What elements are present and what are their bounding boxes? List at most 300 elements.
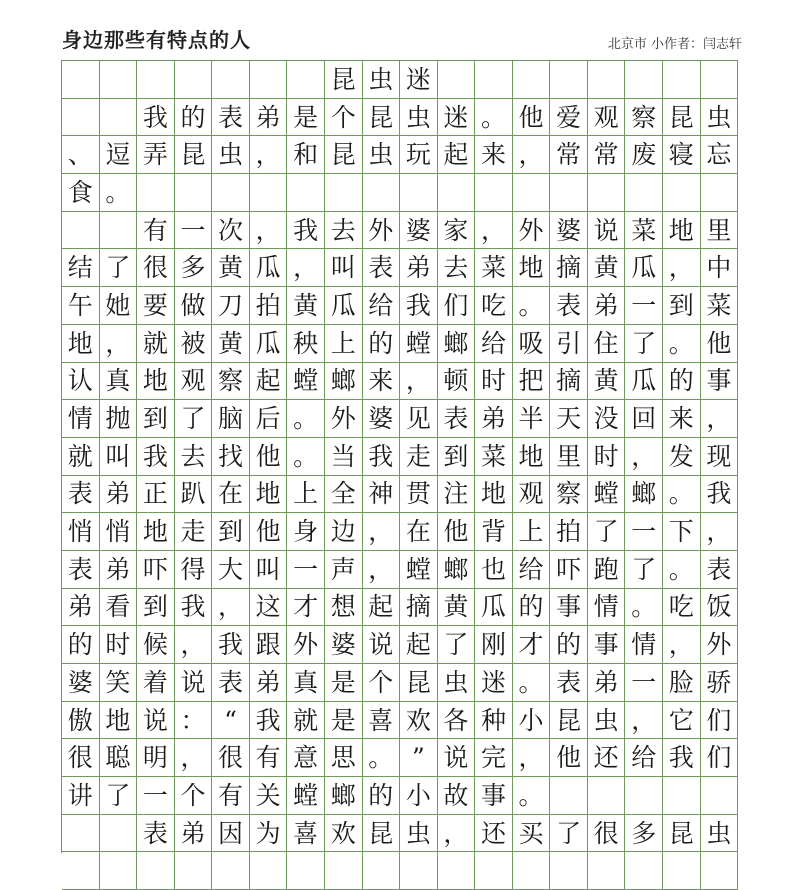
grid-cell: 了	[100, 777, 138, 815]
grid-cell: 我	[287, 212, 325, 250]
grid-cell: 一	[625, 513, 663, 551]
grid-cell: 小	[513, 702, 551, 740]
grid-cell: 螳	[400, 325, 438, 363]
grid-cell: 找	[212, 438, 250, 476]
grid-cell: 因	[212, 815, 250, 853]
grid-cell: 真	[100, 363, 138, 401]
grid-cell: 起	[400, 626, 438, 664]
grid-cell: ，	[175, 626, 213, 664]
grid-cell: 想	[325, 589, 363, 627]
grid-cell: 里	[701, 212, 739, 250]
grid-row	[62, 212, 738, 250]
grid-cell: ：	[175, 702, 213, 740]
grid-cell: 。	[663, 325, 701, 363]
grid-cell: 婆	[363, 400, 401, 438]
grid-cell	[250, 852, 288, 890]
grid-cell: ，	[100, 325, 138, 363]
grid-cell: 认	[62, 363, 100, 401]
grid-cell	[588, 61, 626, 99]
grid-cell: 爱	[550, 99, 588, 137]
grid-cell: 瓜	[250, 249, 288, 287]
grid-cell	[250, 174, 288, 212]
grid-cell: 一	[625, 664, 663, 702]
grid-cell: 菜	[625, 212, 663, 250]
grid-cell: ，	[400, 363, 438, 401]
grid-cell: 虫	[212, 136, 250, 174]
grid-cell	[438, 174, 476, 212]
grid-cell: 它	[663, 702, 701, 740]
grid-row	[62, 513, 738, 551]
grid-cell: 欢	[325, 815, 363, 853]
grid-cell: 。	[663, 551, 701, 589]
grid-cell: 走	[175, 513, 213, 551]
grid-cell: 弟	[175, 815, 213, 853]
author-credit: 北京市 小作者：闫志轩	[607, 37, 742, 52]
grid-cell: 。	[100, 174, 138, 212]
grid-row	[62, 626, 738, 664]
grid-cell: 黄	[212, 249, 250, 287]
grid-cell: 、	[62, 136, 100, 174]
grid-cell: 地	[663, 212, 701, 250]
grid-cell: 上	[325, 325, 363, 363]
grid-cell: 喜	[363, 702, 401, 740]
grid-cell: 到	[212, 513, 250, 551]
grid-cell: 种	[475, 702, 513, 740]
grid-cell: 刚	[475, 626, 513, 664]
grid-cell: 来	[475, 136, 513, 174]
grid-cell: 常	[550, 136, 588, 174]
grid-cell: 。	[475, 99, 513, 137]
grid-cell: 吃	[475, 287, 513, 325]
grid-cell: ，	[475, 212, 513, 250]
grid-cell: ，	[250, 212, 288, 250]
grid-cell: 一	[137, 777, 175, 815]
grid-cell	[212, 852, 250, 890]
grid-cell	[663, 61, 701, 99]
grid-cell: 表	[550, 287, 588, 325]
grid-cell: 常	[588, 136, 626, 174]
grid-cell: 买	[513, 815, 551, 853]
grid-cell: 地	[62, 325, 100, 363]
grid-cell: 摘	[550, 249, 588, 287]
grid-row	[62, 325, 738, 363]
grid-cell: ，	[363, 551, 401, 589]
grid-cell: 聪	[100, 739, 138, 777]
grid-cell: 瓜	[475, 589, 513, 627]
grid-row	[62, 852, 738, 890]
grid-cell: 为	[250, 815, 288, 853]
grid-cell: 结	[62, 249, 100, 287]
grid-cell: 抛	[100, 400, 138, 438]
grid-cell: 住	[588, 325, 626, 363]
grid-cell: 表	[62, 551, 100, 589]
grid-cell: 有	[250, 739, 288, 777]
grid-cell	[625, 777, 663, 815]
grid-cell	[701, 174, 739, 212]
grid-row	[62, 363, 738, 401]
grid-cell: 的	[175, 99, 213, 137]
grid-cell: 上	[287, 476, 325, 514]
grid-cell: 饭	[701, 589, 739, 627]
grid-cell: 弟	[588, 664, 626, 702]
grid-cell: 事	[588, 626, 626, 664]
grid-cell: 次	[212, 212, 250, 250]
grid-cell	[438, 61, 476, 99]
page-header	[0, 0, 800, 60]
grid-cell	[701, 852, 739, 890]
grid-cell: 虫	[363, 61, 401, 99]
grid-cell	[250, 61, 288, 99]
grid-cell: 外	[325, 400, 363, 438]
grid-cell: 迷	[475, 664, 513, 702]
grid-cell: 昆	[325, 136, 363, 174]
grid-cell: 还	[475, 815, 513, 853]
grid-cell: 外	[363, 212, 401, 250]
grid-cell: 表	[550, 664, 588, 702]
grid-row	[62, 702, 738, 740]
grid-cell	[663, 174, 701, 212]
grid-cell: 我	[663, 739, 701, 777]
grid-cell: 当	[325, 438, 363, 476]
grid-cell	[287, 61, 325, 99]
grid-cell: 拍	[550, 513, 588, 551]
grid-cell: 婆	[62, 664, 100, 702]
grid-cell: 螂	[325, 363, 363, 401]
grid-cell: 我	[250, 702, 288, 740]
grid-cell: 螂	[438, 551, 476, 589]
grid-cell: 说	[175, 664, 213, 702]
grid-cell: ”	[400, 739, 438, 777]
grid-cell: 去	[325, 212, 363, 250]
grid-cell: ，	[701, 400, 739, 438]
grid-cell: 黄	[588, 363, 626, 401]
grid-cell: 地	[137, 513, 175, 551]
grid-cell	[513, 852, 551, 890]
grid-cell: 他	[438, 513, 476, 551]
grid-cell: 事	[550, 589, 588, 627]
grid-cell: 正	[137, 476, 175, 514]
grid-cell: 趴	[175, 476, 213, 514]
grid-cell: 就	[62, 438, 100, 476]
grid-cell: 边	[325, 513, 363, 551]
grid-cell: 看	[100, 589, 138, 627]
grid-cell: 得	[175, 551, 213, 589]
grid-cell	[475, 61, 513, 99]
grid-cell: 一	[175, 212, 213, 250]
grid-cell: 贯	[400, 476, 438, 514]
grid-cell: 螂	[438, 325, 476, 363]
grid-cell: 很	[62, 739, 100, 777]
grid-cell: 了	[588, 513, 626, 551]
grid-cell	[137, 174, 175, 212]
grid-cell	[663, 777, 701, 815]
grid-cell: 的	[363, 777, 401, 815]
grid-row	[62, 400, 738, 438]
grid-cell: 我	[363, 438, 401, 476]
grid-cell: 瓜	[250, 325, 288, 363]
grid-cell: 我	[212, 626, 250, 664]
grid-cell: 她	[100, 287, 138, 325]
grid-cell: 菜	[475, 438, 513, 476]
grid-row	[62, 476, 738, 514]
grid-cell	[588, 777, 626, 815]
grid-cell: 候	[137, 626, 175, 664]
grid-cell: 。	[513, 287, 551, 325]
grid-cell: 昆	[400, 664, 438, 702]
grid-cell: 他	[701, 325, 739, 363]
grid-row	[62, 438, 738, 476]
grid-cell: 骄	[701, 664, 739, 702]
grid-cell: 吓	[550, 551, 588, 589]
grid-cell	[325, 174, 363, 212]
grid-cell: 弟	[250, 664, 288, 702]
grid-cell: 婆	[550, 212, 588, 250]
grid-cell	[62, 852, 100, 890]
grid-cell: 回	[625, 400, 663, 438]
grid-cell	[513, 174, 551, 212]
grid-cell: 地	[513, 438, 551, 476]
grid-cell	[100, 99, 138, 137]
grid-cell: 弟	[475, 400, 513, 438]
grid-cell: 了	[438, 626, 476, 664]
grid-cell: 了	[625, 325, 663, 363]
grid-cell: 螳	[287, 777, 325, 815]
grid-cell: 。	[663, 476, 701, 514]
grid-cell: 虫	[588, 702, 626, 740]
grid-cell: 黄	[287, 287, 325, 325]
grid-cell: 螂	[625, 476, 663, 514]
grid-cell	[100, 61, 138, 99]
grid-cell	[62, 61, 100, 99]
grid-cell: 很	[137, 249, 175, 287]
grid-cell: 寝	[663, 136, 701, 174]
grid-cell: 。	[513, 777, 551, 815]
grid-cell: 虫	[701, 99, 739, 137]
grid-cell: 瓜	[325, 287, 363, 325]
grid-cell: 也	[475, 551, 513, 589]
grid-cell	[475, 852, 513, 890]
grid-cell: 他	[550, 739, 588, 777]
grid-cell: 观	[175, 363, 213, 401]
grid-cell: 表	[701, 551, 739, 589]
grid-cell	[287, 852, 325, 890]
grid-cell: 的	[363, 325, 401, 363]
grid-cell: 见	[400, 400, 438, 438]
grid-cell: ，	[625, 702, 663, 740]
grid-cell: 半	[513, 400, 551, 438]
grid-row	[62, 815, 738, 853]
grid-cell: 昆	[663, 815, 701, 853]
grid-cell: 食	[62, 174, 100, 212]
grid-cell: 螳	[588, 476, 626, 514]
grid-cell: 说	[588, 212, 626, 250]
grid-cell: 弟	[62, 589, 100, 627]
grid-cell: 黄	[438, 589, 476, 627]
grid-cell: 很	[588, 815, 626, 853]
grid-cell	[513, 61, 551, 99]
grid-cell: 叫	[100, 438, 138, 476]
grid-cell: 去	[175, 438, 213, 476]
grid-cell	[625, 61, 663, 99]
grid-cell: 的	[663, 363, 701, 401]
grid-cell: 了	[550, 815, 588, 853]
grid-cell: ，	[663, 249, 701, 287]
grid-cell: 起	[363, 589, 401, 627]
grid-cell: ，	[438, 815, 476, 853]
grid-cell: 在	[212, 476, 250, 514]
grid-cell: 弟	[100, 551, 138, 589]
grid-cell: 虫	[363, 136, 401, 174]
grid-cell: “	[212, 702, 250, 740]
grid-cell: 情	[625, 626, 663, 664]
grid-cell: 午	[62, 287, 100, 325]
grid-cell: 中	[701, 249, 739, 287]
grid-cell: 菜	[475, 249, 513, 287]
grid-cell: 他	[250, 438, 288, 476]
grid-cell	[400, 852, 438, 890]
grid-cell: 大	[212, 551, 250, 589]
grid-cell: 上	[513, 513, 551, 551]
grid-cell	[588, 174, 626, 212]
grid-cell: ，	[513, 136, 551, 174]
grid-cell: 在	[400, 513, 438, 551]
grid-row	[62, 551, 738, 589]
grid-cell: 察	[625, 99, 663, 137]
grid-cell: 声	[325, 551, 363, 589]
grid-cell: 思	[325, 739, 363, 777]
grid-cell: 要	[137, 287, 175, 325]
grid-cell	[100, 815, 138, 853]
grid-cell: 了	[175, 400, 213, 438]
essay-grid-paper	[61, 60, 738, 853]
grid-cell: 给	[475, 325, 513, 363]
grid-cell: 昆	[363, 99, 401, 137]
grid-cell: ，	[363, 513, 401, 551]
grid-cell: 傲	[62, 702, 100, 740]
grid-cell: 表	[363, 249, 401, 287]
grid-cell: 弟	[588, 287, 626, 325]
grid-cell: 才	[287, 589, 325, 627]
grid-cell	[100, 212, 138, 250]
grid-cell	[625, 852, 663, 890]
grid-cell: 。	[513, 664, 551, 702]
grid-cell: 了	[100, 249, 138, 287]
grid-cell: 瓜	[625, 363, 663, 401]
grid-cell	[550, 777, 588, 815]
grid-cell: 给	[625, 739, 663, 777]
grid-cell: 有	[137, 212, 175, 250]
grid-cell: 真	[287, 664, 325, 702]
grid-cell: 个	[325, 99, 363, 137]
grid-cell: 表	[212, 99, 250, 137]
grid-cell: 身	[287, 513, 325, 551]
grid-cell: 吓	[137, 551, 175, 589]
grid-cell: 螳	[287, 363, 325, 401]
grid-cell: 虫	[400, 815, 438, 853]
grid-cell: 摘	[400, 589, 438, 627]
grid-cell: 婆	[400, 212, 438, 250]
grid-cell: 喜	[287, 815, 325, 853]
grid-cell: 注	[438, 476, 476, 514]
grid-cell: 了	[625, 551, 663, 589]
grid-cell: 背	[475, 513, 513, 551]
grid-cell: 小	[400, 777, 438, 815]
grid-cell: 弟	[400, 249, 438, 287]
grid-cell: 表	[137, 815, 175, 853]
grid-cell: 就	[287, 702, 325, 740]
grid-cell: 是	[325, 702, 363, 740]
grid-cell: 情	[62, 400, 100, 438]
grid-cell: 表	[438, 400, 476, 438]
grid-cell: 事	[701, 363, 739, 401]
grid-cell: 时	[100, 626, 138, 664]
grid-cell	[62, 99, 100, 137]
grid-cell: 玩	[400, 136, 438, 174]
grid-cell	[62, 815, 100, 853]
grid-cell	[400, 174, 438, 212]
grid-cell: 忘	[701, 136, 739, 174]
grid-cell: 引	[550, 325, 588, 363]
grid-cell: 黄	[212, 325, 250, 363]
grid-cell: 我	[400, 287, 438, 325]
grid-cell: 弟	[250, 99, 288, 137]
grid-cell: 起	[438, 136, 476, 174]
grid-cell: 是	[325, 664, 363, 702]
grid-cell: 到	[137, 400, 175, 438]
grid-cell: 。	[287, 438, 325, 476]
grid-cell: 跑	[588, 551, 626, 589]
grid-cell: 虫	[701, 815, 739, 853]
grid-cell: 昆	[175, 136, 213, 174]
grid-cell: ，	[175, 739, 213, 777]
grid-cell: 我	[137, 99, 175, 137]
grid-cell	[175, 852, 213, 890]
grid-cell: 察	[212, 363, 250, 401]
grid-cell: 悄	[100, 513, 138, 551]
grid-cell: 的	[62, 626, 100, 664]
grid-cell: 去	[438, 249, 476, 287]
grid-cell: 现	[701, 438, 739, 476]
grid-cell: 外	[513, 212, 551, 250]
grid-cell: 故	[438, 777, 476, 815]
grid-cell	[62, 212, 100, 250]
grid-cell: 地	[250, 476, 288, 514]
grid-cell: 就	[137, 325, 175, 363]
grid-cell: 天	[550, 400, 588, 438]
grid-cell: 做	[175, 287, 213, 325]
grid-cell: 婆	[325, 626, 363, 664]
grid-cell	[550, 852, 588, 890]
grid-row	[62, 174, 738, 212]
grid-cell: 给	[363, 287, 401, 325]
grid-cell: 察	[550, 476, 588, 514]
grid-cell: 叫	[325, 249, 363, 287]
grid-cell: 拍	[250, 287, 288, 325]
grid-cell: 说	[438, 739, 476, 777]
grid-cell: 还	[588, 739, 626, 777]
grid-cell: 他	[513, 99, 551, 137]
grid-cell: 。	[287, 400, 325, 438]
grid-cell: ，	[513, 739, 551, 777]
grid-row	[62, 249, 738, 287]
grid-cell: 瓜	[625, 249, 663, 287]
grid-cell	[550, 174, 588, 212]
grid-cell: 昆	[550, 702, 588, 740]
grid-cell	[363, 852, 401, 890]
grid-cell: 。	[625, 589, 663, 627]
grid-cell: 把	[513, 363, 551, 401]
grid-cell: 他	[250, 513, 288, 551]
